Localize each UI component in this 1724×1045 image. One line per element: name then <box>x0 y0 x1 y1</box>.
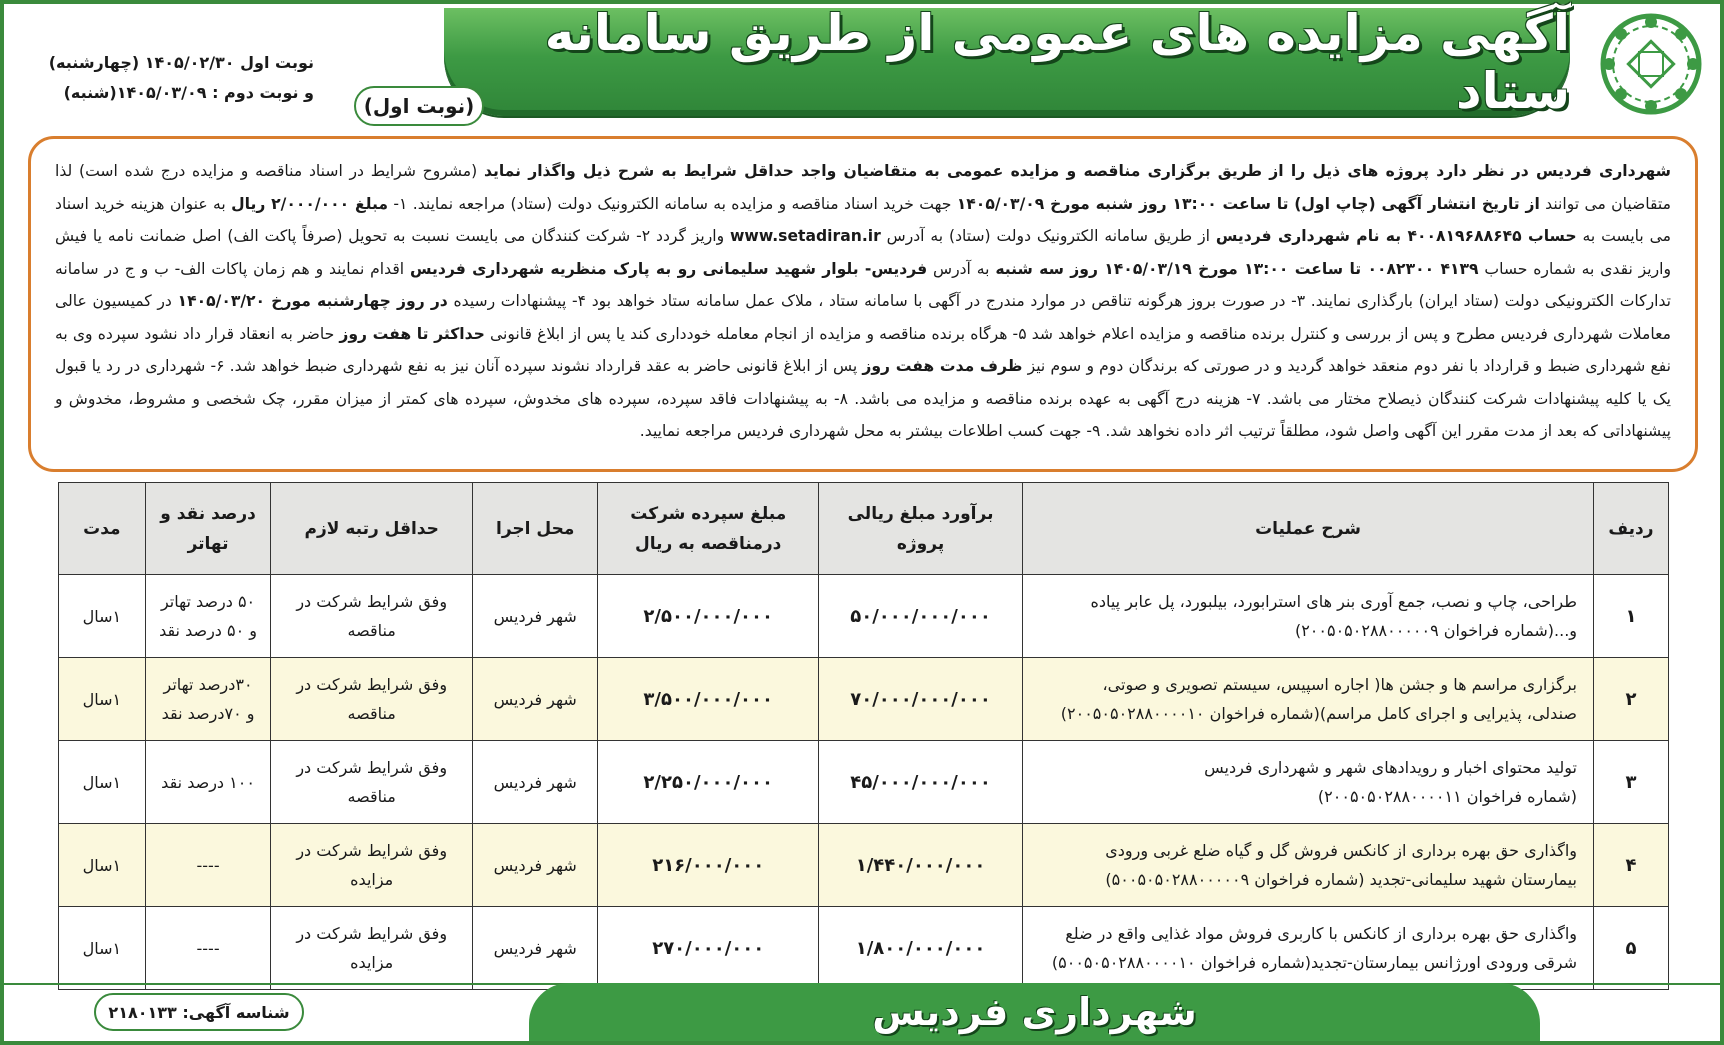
ad-id-label: شناسه آگهی: ۲۱۸۰۱۳۳ <box>108 1002 290 1022</box>
col-header-row: ردیف <box>1594 483 1669 575</box>
row-estimate: ۴۵/۰۰۰/۰۰۰/۰۰۰ <box>819 741 1023 824</box>
percent-line: و ۵۰ درصد نقد <box>159 621 258 640</box>
setad-link[interactable]: www.setadiran.ir <box>730 227 881 245</box>
notice-text: واریز گردد ۲- شرکت کنندگان می بایست نسبت به تحویل (صرفاً پاکت الف) اصل ضمانت نامه یا فیش واریز نقدی به شماره حساب <box>55 227 1672 278</box>
row-duration: ۱سال <box>59 658 146 741</box>
grade-line: وفق شرایط شرکت در <box>296 758 448 777</box>
row-place: شهر فردیس <box>473 575 598 658</box>
grade-line: وفق شرایط شرکت در <box>296 841 448 860</box>
notice-text: در روز چهارشنبه مورخ ۱۴۰۵/۰۳/۲۰ <box>177 292 448 310</box>
desc-line: طراحی، چاپ و نصب، جمع آوری بنر های استرابورد، بیلبورد، پل عابر پیاده <box>1090 592 1577 611</box>
grade-line: وفق شرایط شرکت در <box>296 675 448 694</box>
desc-line: واگذاری حق بهره برداری از کانکس با کاربری فروش مواد غذایی واقع در ضلع <box>1065 924 1577 943</box>
desc-line: برگزاری مراسم ها و جشن ها( اجاره اسپیس، سیستم تصویری و صوتی، <box>1102 675 1577 694</box>
percent-line: ۱۰۰ درصد نقد <box>161 772 255 792</box>
notice-text: حداکثر تا هفت روز <box>339 324 485 343</box>
round-tag <box>354 86 484 126</box>
grade-line: مناقصه <box>347 621 396 640</box>
grade-line: مزایده <box>350 953 394 972</box>
row-estimate: ۵۰/۰۰۰/۰۰۰/۰۰۰ <box>819 575 1023 658</box>
row-deposit: ۲۱۶/۰۰۰/۰۰۰ <box>598 824 819 907</box>
row-duration: ۱سال <box>59 741 146 824</box>
municipality-emblem-icon <box>1592 10 1710 118</box>
row-percent <box>145 824 271 907</box>
notice-text: به عنوان هزینه خرید اسناد می بایست به <box>55 194 1672 245</box>
date-first: نوبت اول ۱۴۰۵/۰۲/۳۰ (چهارشنبه) <box>48 53 314 72</box>
notice-text: شهرداری فردیس <box>1536 162 1671 180</box>
round-tag-label: (نوبت اول) <box>363 94 475 118</box>
notice-text: در نظر دارد پروژه های ذیل را از طریق برگزاری مناقصه و مزایده عمومی به متقاضیان واجد حداقل شرایط به شرح ذیل واگذار نماید <box>483 162 1536 180</box>
col-header-desc: شرح عملیات <box>1023 483 1594 575</box>
row-estimate: ۱/۸۰۰/۰۰۰/۰۰۰ <box>819 907 1023 990</box>
row-estimate: ۱/۴۴۰/۰۰۰/۰۰۰ <box>819 824 1023 907</box>
row-place: شهر فردیس <box>473 741 598 824</box>
row-grade <box>271 658 473 741</box>
row-description <box>1023 741 1594 824</box>
grade-line: وفق شرایط شرکت در <box>296 592 448 611</box>
notice-text: فردیس- بلوار شهید سلیمانی رو به پارک منظریه شهرداری فردیس <box>409 259 928 278</box>
notice-body <box>28 136 1698 472</box>
grade-line: وفق شرایط شرکت در <box>296 924 448 943</box>
row-grade <box>271 824 473 907</box>
desc-line: شرقی ورودی اورژانس بیمارستان-تجدید(شماره فراخوان ۵۰۰۵۰۵۰۲۸۸۰۰۰۰۱۰) <box>1051 953 1577 972</box>
row-percent <box>145 741 271 824</box>
notice-text: پس از ابلاغ قانونی حاضر به عقد قرارداد نشوند سپرده آنان نیز به نفع شهرداری ضبط خواهد شد. ۶- شهرداری در رد یا قبول یک یا کلیه پیشنهادات شرکت کنندگان ذیصلاح مختار می باشد. ۷- هزینه درج آگهی به عهده برنده مناقصه و مزایده می باشد. ۸- به پیشنهادات فاقد سپرده، سپرده های مخدوش، سپرده های کمتر از میزان مقرر، چک شخصی و مشروط، مخدوش و پیشنهاداتی که بعد از مدت مقرر این آگهی واصل شود، مطلقاً ترتیب اثر داده نخواهد شد. ۹- جهت کسب اطلاعات بیشتر به محل شهرداری فردیس مراجعه نمایید. <box>55 357 1671 440</box>
row-grade <box>271 741 473 824</box>
table-row <box>59 575 1669 658</box>
page-title: آگهی مزایده های عمومی از طریق سامانه ستاد <box>544 4 1570 120</box>
notice-text: (مشروح شرایط در اسناد مناقصه و مزایده درج شده است) لذا متقاضیان می توانند <box>55 162 1671 213</box>
notice-text: به آدرس <box>927 259 996 278</box>
desc-line: بیمارستان شهید سلیمانی-تجدید (شماره فراخوان ۵۰۰۵۰۵۰۲۸۸۰۰۰۰۰۹) <box>1105 870 1577 889</box>
percent-line: و ۷۰درصد نقد <box>161 704 255 723</box>
table-row <box>59 741 1669 824</box>
col-header-percent: درصد نقد و تهاتر <box>145 483 271 575</box>
desc-line: و...(شماره فراخوان ۲۰۰۵۰۵۰۲۸۸۰۰۰۰۰۹) <box>1294 621 1577 640</box>
table-row <box>59 824 1669 907</box>
table-row <box>59 658 1669 741</box>
row-deposit: ۲۷۰/۰۰۰/۰۰۰ <box>598 907 819 990</box>
date-second: و نوبت دوم : ۱۴۰۵/۰۳/۰۹(شنبه) <box>63 83 314 102</box>
row-deposit: ۲/۵۰۰/۰۰۰/۰۰۰ <box>598 575 819 658</box>
row-percent <box>145 658 271 741</box>
row-number: ۵ <box>1594 907 1669 990</box>
row-deposit: ۲/۲۵۰/۰۰۰/۰۰۰ <box>598 741 819 824</box>
col-header-estimate: برآورد مبلغ ریالی پروژه <box>819 483 1023 575</box>
col-header-deposit: مبلغ سپرده شرکت درمناقصه به ریال <box>598 483 819 575</box>
percent-line: ---- <box>196 938 220 958</box>
row-description <box>1023 658 1594 741</box>
table-row <box>59 907 1669 990</box>
row-grade <box>271 575 473 658</box>
notice-text: حساب ۴۰۰۸۱۹۶۸۸۶۴۵ به نام شهرداری فردیس <box>1215 227 1577 245</box>
row-place: شهر فردیس <box>473 824 598 907</box>
desc-line: تولید محتوای اخبار و رویدادهای شهر و شهرداری فردیس <box>1204 758 1577 777</box>
table-header-row <box>59 483 1669 575</box>
footer-banner <box>529 983 1540 1041</box>
grade-line: مناقصه <box>347 704 396 723</box>
percent-line: ۵۰ درصد تهاتر <box>160 592 256 611</box>
row-description <box>1023 907 1594 990</box>
ad-id-badge <box>94 993 304 1031</box>
row-number: ۴ <box>1594 824 1669 907</box>
notice-text: از تاریخ انتشار آگهی (چاپ اول) تا ساعت ۱۳:۰۰ روز شنبه مورخ ۱۴۰۵/۰۳/۰۹ <box>956 194 1540 213</box>
row-number: ۲ <box>1594 658 1669 741</box>
row-grade <box>271 907 473 990</box>
row-duration: ۱سال <box>59 575 146 658</box>
grade-line: مناقصه <box>347 787 396 806</box>
row-place: شهر فردیس <box>473 658 598 741</box>
row-description <box>1023 824 1594 907</box>
row-deposit: ۳/۵۰۰/۰۰۰/۰۰۰ <box>598 658 819 741</box>
row-percent <box>145 907 271 990</box>
percent-line: ---- <box>196 855 220 875</box>
notice-text: ظرف مدت هفت روز <box>862 357 1023 375</box>
notice-text: ۴۱۳۹ ۰۰۸۲۳۰۰ تا ساعت ۱۳:۰۰ مورخ ۱۴۰۵/۰۳/۱۹ روز سه شنبه <box>995 259 1479 278</box>
notice-text: اقدام نمایند و هم زمان پاکات الف- ب و ج در سامانه تدارکات الکترونیکی دولت (ستاد ایران) بارگذاری نمایند. ۳- در صورت بروز هرگونه تناقص در موارد مندرج در آگهی با سامانه ستاد ، ملاک عمل سامانه ستاد خواهد بود ۴- پیشنهادات رسیده <box>55 259 1671 310</box>
notice-text: جهت خرید اسناد مناقصه و مزایده به سامانه الکترونیک دولت (ستاد) مراجعه نمایند. ۱- <box>388 194 957 213</box>
grade-line: مزایده <box>350 870 394 889</box>
row-number: ۱ <box>1594 575 1669 658</box>
title-banner <box>444 4 1570 120</box>
percent-line: ۳۰درصد تهاتر <box>163 675 253 694</box>
col-header-duration: مدت <box>59 483 146 575</box>
desc-line: صندلی، پذیرایی و اجرای کامل مراسم)(شماره فراخوان ۲۰۰۵۰۵۰۲۸۸۰۰۰۰۱۰) <box>1060 704 1577 723</box>
row-estimate: ۷۰/۰۰۰/۰۰۰/۰۰۰ <box>819 658 1023 741</box>
notice-text: مبلغ ۲/۰۰۰/۰۰۰ ریال <box>231 194 389 213</box>
col-header-place: محل اجرا <box>473 483 598 575</box>
row-duration: ۱سال <box>59 907 146 990</box>
row-place: شهر فردیس <box>473 907 598 990</box>
row-description <box>1023 575 1594 658</box>
row-number: ۳ <box>1594 741 1669 824</box>
notice-text: حاضر به انعقاد قرار داد نشود سپرده وی به نفع شهرداری ضبط و قرارداد با نفر دوم منعقد خواهد گردید و در صورتی که برندگان دوم و سوم نیز <box>55 324 1672 375</box>
projects-table <box>58 482 1669 990</box>
row-percent <box>145 575 271 658</box>
publish-dates <box>24 48 314 108</box>
col-header-grade: حداقل رتبه لازم <box>271 483 473 575</box>
row-duration: ۱سال <box>59 824 146 907</box>
footer-title: شهرداری فردیس <box>872 990 1197 1034</box>
desc-line: (شماره فراخوان ۲۰۰۵۰۵۰۲۸۸۰۰۰۰۱۱) <box>1317 787 1577 806</box>
notice-text: در کمیسیون عالی معاملات شهرداری فردیس مطرح و پس از بررسی و کنترل برنده مناقصه و مزایده اعلام خواهد شد ۵- هرگاه برنده مناقصه و مزایده از انجام معامله خودداری کند یا پس از ابلاغ قانونی <box>55 292 1672 343</box>
notice-text: از طریق سامانه الکترونیک دولت (ستاد) به آدرس <box>880 227 1216 245</box>
desc-line: واگذاری حق بهره برداری از کانکس فروش گل و گیاه ضلع غربی ورودی <box>1105 841 1577 860</box>
